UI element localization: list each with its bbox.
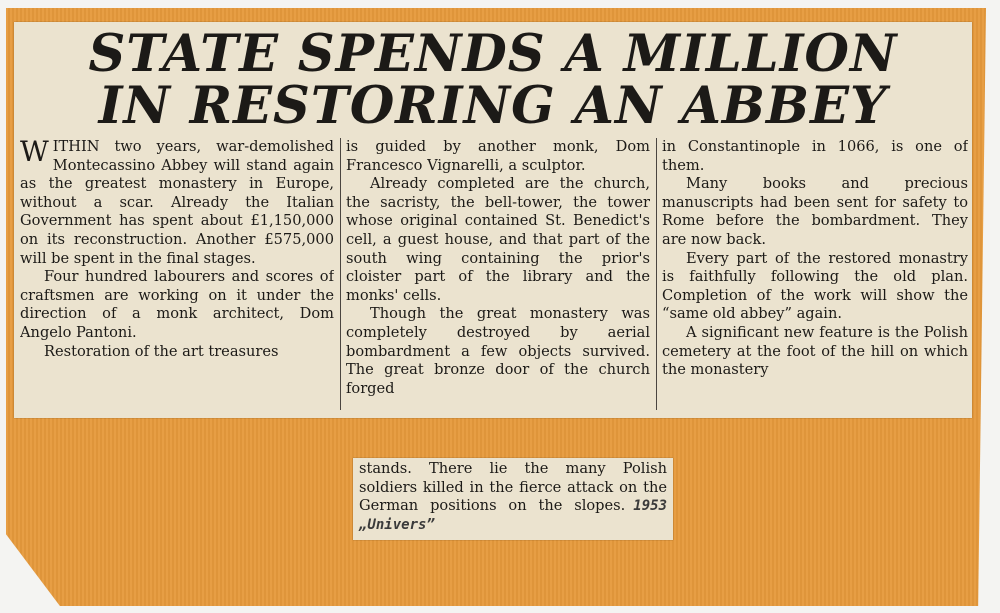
article-column-2 [346,138,650,418]
paragraph: Every part of the restored monastry is faithfully following the old plan. Completion of the work will show the “same old abbey” again. [662,249,968,323]
article-column-3 [662,138,968,418]
article-column-1 [20,138,334,418]
paragraph-text: stands. There lie the many Polish soldiers killed in the fierce attack on the German positions on the slopes. [359,460,667,515]
headline-line-1: STATE SPENDS A MILLION [88,24,898,84]
paragraph: Already completed are the church, the sacristy, the bell-tower, the tower whose original contained St. Benedict's cell, a guest house, and that part of the south wing containing the prior's cloister part of the library and the monks' cells. [346,175,650,304]
paragraph: A significant new feature is the Polish cemetery at the foot of the hill on which the monastery [662,323,968,379]
paragraph [353,458,673,536]
headline-line-2: IN RESTORING AN ABBEY [98,76,888,136]
paragraph: Restoration of the art treasures [44,342,279,360]
paragraph [20,138,334,268]
handwritten-note: 1953 „Univers” [359,498,667,533]
headline [14,24,972,136]
paragraph: in Constantinople in 1066, is one of them. [662,138,968,174]
newspaper-clipping [14,22,972,418]
paragraph: Though the great monastery was completely destroyed by aerial bombardment a few objects survived. The great bronze door of the church forged [346,305,650,397]
column-divider [340,138,341,410]
paragraph: Four hundred labourers and scores of craftsmen are working on it under the direction of a monk architect, Dom Angelo Pantoni. [20,268,334,341]
drop-cap: W [20,138,49,168]
paragraph: Many books and precious manuscripts had been sent for safety to Rome before the bombardment. They are now back. [662,175,968,248]
paragraph: is guided by another monk, Dom Francesco Vignarelli, a sculptor. [346,138,650,174]
paragraph-text: ITHIN two years, war-demolished Montecassino Abbey will stand again as the greatest monastery in Europe, without a scar. Already the Italian Government has spent about £1,150,000 on its reconstruction. Another £575,000 will be spent in the final stages. [20,138,334,267]
column-divider [656,138,657,410]
newspaper-clipping-continuation [353,458,673,540]
